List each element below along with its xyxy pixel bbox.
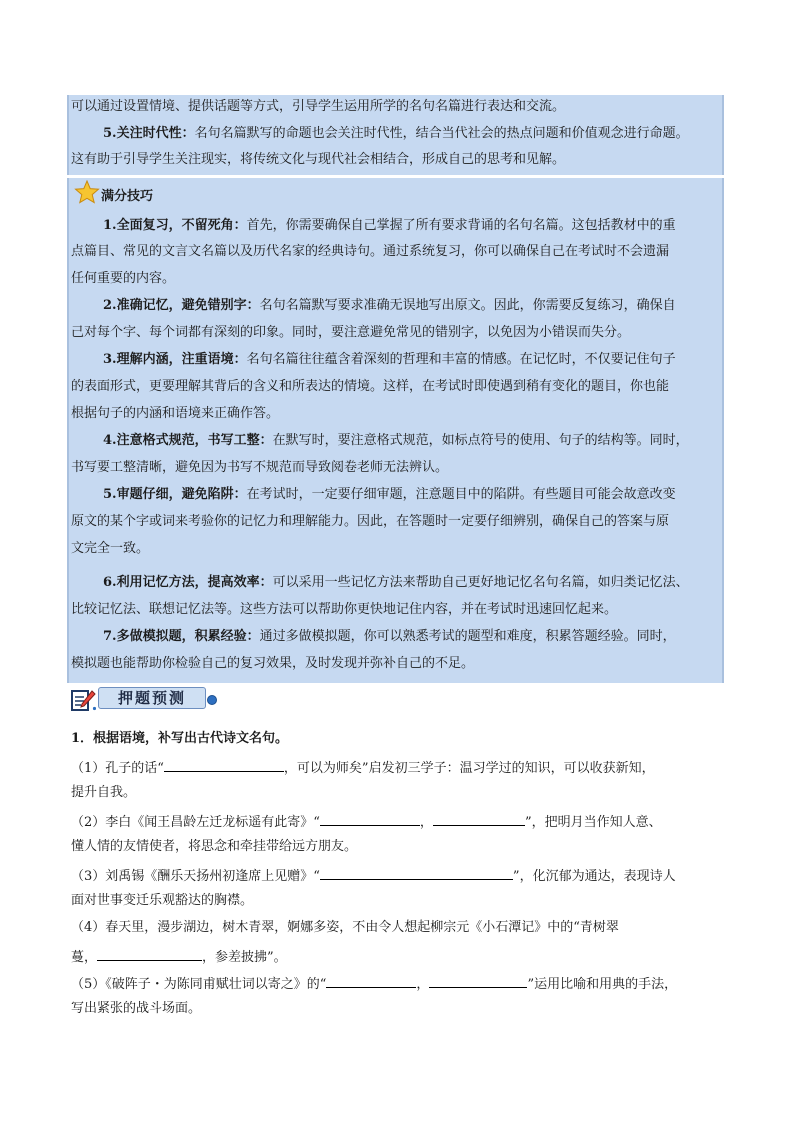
tip-6: 6.利用记忆方法，提高效率：可以采用一些记忆方法来帮助自己更好地记忆名句名篇，如归类记忆法、 [103, 575, 689, 590]
notepad-pencil-icon [70, 688, 96, 712]
tip-7-line-2: 模拟题也能帮助你检验自己的复习效果，及时发现并弥补自己的不足。 [71, 656, 475, 671]
answer-blank[interactable] [433, 812, 525, 826]
bullet-dot [207, 695, 217, 705]
tip-4-line-2: 书写要工整清晰，避免因为书写不规范而导致阅卷老师无法辨认。 [71, 460, 449, 475]
predict-banner [98, 687, 206, 709]
sub-question-1-line-2: 提升自我。 [71, 785, 137, 800]
tip-5: 5.审题仔细，避免陷阱：在考试时，一定要仔细审题，注意题目中的陷阱。有些题目可能会故意改变 [103, 487, 676, 502]
tip-7: 7.多做模拟题，积累经验：通过多做模拟题，你可以熟悉考试的题型和难度，积累答题经验。同时， [103, 629, 676, 644]
tip-5-line-3: 文完全一致。 [71, 541, 150, 556]
item-5-continuation: 这有助于引导学生关注现实，将传统文化与现代社会相结合，形成自己的思考和见解。 [71, 152, 566, 167]
answer-blank[interactable] [320, 812, 420, 826]
item-5-title: 5.关注时代性： [103, 126, 195, 141]
tip-1-line-2: 点篇目、常见的文言文名篇以及历代名家的经典诗句。通过系统复习，你可以确保自己在考试时不会遗漏 [71, 244, 670, 259]
answer-blank[interactable] [97, 947, 202, 961]
sub-question-3-line-2: 面对世事变迁乐观豁达的胸襟。 [71, 893, 254, 908]
answer-blank[interactable] [320, 866, 513, 880]
answer-blank[interactable] [164, 758, 284, 772]
answer-blank[interactable] [326, 974, 416, 988]
tip-2-line-2: 己对每个字、每个词都有深刻的印象。同时，要注意避免常见的错别字，以免因为小错误而失分。 [71, 325, 631, 340]
sub-question-2-line-2: 懂人情的友情使者，将思念和牵挂带给远方朋友。 [71, 839, 358, 854]
sub-question-1: （1）孔子的话“ ，可以为师矣”启发初三学子：温习学过的知识，可以收获新知， [71, 758, 655, 777]
star-icon [74, 180, 100, 204]
predict-banner-label: 押题预测 [117, 689, 186, 707]
tip-1-line-3: 任何重要的内容。 [71, 271, 176, 286]
sub-question-2: （2）李白《闻王昌龄左迁龙标遥有此寄》“ ， ”，把明月当作知人意、 [71, 812, 662, 831]
answer-blank[interactable] [429, 974, 527, 988]
intro-line: 可以通过设置情境、提供话题等方式，引导学生运用所学的名句名篇进行表达和交流。 [71, 99, 566, 114]
tip-6-line-2: 比较记忆法、联想记忆法等。这些方法可以帮助你更快地记住内容，并在考试时迅速回忆起来。 [71, 602, 618, 617]
sub-question-4: （4）春天里，漫步湖边，树木青翠，婀娜多姿，不由令人想起柳宗元《小石潭记》中的“青树翠 [71, 920, 619, 935]
question-1-title: 1．根据语境，补写出古代诗文名句。 [71, 731, 289, 746]
tip-5-line-2: 原文的某个字或词来考验你的记忆力和理解能力。因此，在答题时一定要仔细辨别，确保自己的答案与原 [71, 514, 670, 529]
sub-question-5: （5）《破阵子・为陈同甫赋壮词以寄之》的“ ， ”运用比喻和用典的手法， [71, 974, 677, 993]
tip-3: 3.理解内涵，注重语境：名句名篇往往蕴含着深刻的哲理和丰富的情感。在记忆时，不仅要记住句子 [103, 352, 676, 367]
tip-2: 2.准确记忆，避免错别字：名句名篇默写要求准确无误地写出原文。因此，你需要反复练习，确保自 [103, 298, 676, 313]
item-5-paragraph: 5.关注时代性：名句名篇默写的命题也会关注时代性，结合当代社会的热点问题和价值观念进行命题。 [103, 126, 689, 141]
tip-1: 1.全面复习，不留死角：首先，你需要确保自己掌握了所有要求背诵的名句名篇。这包括教材中的重 [103, 218, 676, 233]
tip-4: 4.注意格式规范，书写工整：在默写时，要注意格式规范，如标点符号的使用、句子的结构等。同时， [103, 433, 689, 448]
tips-heading: 满分技巧 [101, 189, 154, 204]
tip-3-line-3: 根据句子的内涵和语境来正确作答。 [71, 406, 280, 421]
tip-3-line-2: 的表面形式，更要理解其背后的含义和所表达的情境。这样，在考试时即使遇到稍有变化的题目，你也能 [71, 379, 670, 394]
sub-question-5-line-2: 写出紧张的战斗场面。 [71, 1001, 202, 1016]
sub-question-4-line-2: 蔓， ，参差披拂”。 [71, 947, 287, 966]
sub-question-3: （3）刘禹锡《酬乐天扬州初逢席上见赠》“ ”，化沉郁为通达，表现诗人 [71, 866, 676, 885]
